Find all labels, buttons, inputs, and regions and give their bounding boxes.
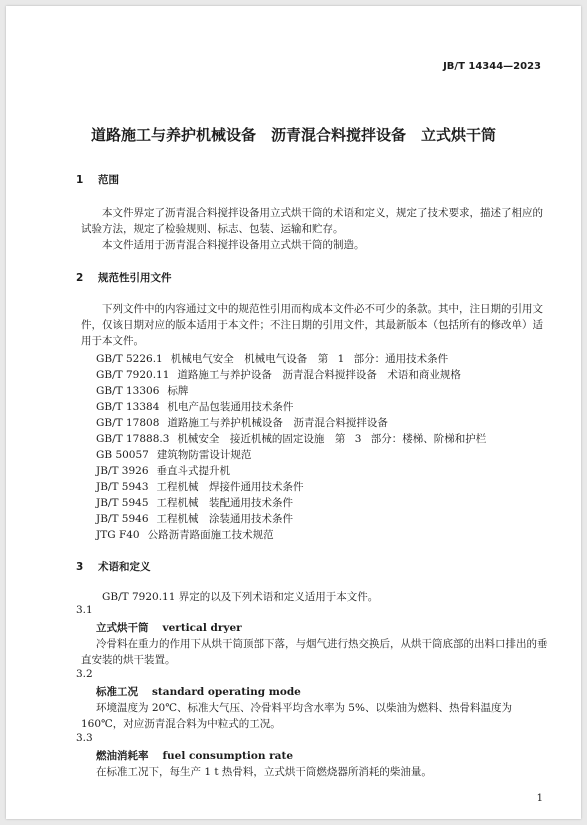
reference-item [96,511,293,526]
standard-number: JB/T 14344—2023 [443,61,541,72]
paragraph: GB/T 7920.11 界定的以及下列术语和定义适用于本文件。 [102,591,379,603]
term-zh: 标准工况 [96,686,138,698]
document-page [6,6,581,819]
section-heading-normative-references [76,270,172,285]
reference-item [96,367,461,382]
term-definition: 在标准工况下，每生产 1 t 热骨料，立式烘干筒燃烧器所消耗的柴油量。 [96,766,432,778]
reference-code: GB/T 7920.11 [96,369,170,381]
reference-item [96,527,274,542]
reference-code: JB/T 5945 [96,497,149,509]
section-heading-scope [76,172,119,187]
section-number: 3 [76,561,84,573]
reference-item [96,447,251,462]
reference-title: 工程机械 涂装通用技术条件 [156,513,294,525]
section-number: 1 [76,174,84,186]
term-en: vertical dryer [162,622,242,634]
reference-item [96,495,293,510]
reference-code: JB/T 5943 [96,481,149,493]
reference-title: 道路施工与养护机械设备 沥青混合料搅拌设备 [167,417,388,429]
paragraph: 本文件界定了沥青混合料搅拌设备用立式烘干筒的术语和定义，规定了技术要求，描述了相应的试验方法，规定了检验规则、标志、包装、运输和贮存。 [81,207,543,235]
reference-code: GB/T 17888.3 [96,433,170,445]
reference-item [96,351,448,366]
reference-item [96,399,293,414]
reference-code: GB/T 17808 [96,417,160,429]
reference-code: JB/T 3926 [96,465,149,477]
clause-number: 3.1 [76,604,93,616]
reference-item [96,415,388,430]
term-heading [96,684,301,699]
reference-title: 垂直斗式提升机 [156,465,231,477]
clause-number: 3.3 [76,732,93,744]
page-number: 1 [536,793,543,804]
term-zh: 立式烘干筒 [96,622,149,634]
reference-code: JB/T 5946 [96,513,149,525]
reference-title: 机械电气安全 机械电气设备 第 1 部分：通用技术条件 [170,353,449,365]
reference-title: 工程机械 焊接件通用技术条件 [156,481,304,493]
paragraph: 本文件适用于沥青混合料搅拌设备用立式烘干筒的制造。 [102,239,365,251]
reference-item [96,383,188,398]
reference-title: 公路沥青路面施工技术规范 [147,529,274,541]
reference-code: GB 50057 [96,449,149,461]
reference-title: 建筑物防雷设计规范 [156,449,252,461]
reference-item [96,479,304,494]
reference-code: GB/T 13306 [96,385,160,397]
section-title: 规范性引用文件 [98,272,172,284]
section-heading-terms [76,559,151,574]
reference-code: GB/T 5226.1 [96,353,163,365]
reference-code: GB/T 13384 [96,401,160,413]
term-definition: 环境温度为 20℃、标准大气压、冷骨料平均含水率为 5%、以柴油为燃料、热骨料温度为 160℃，对应沥青混合料为中粒式的工况。 [81,702,512,730]
reference-title: 道路施工与养护设备 沥青混合料搅拌设备 术语和商业规格 [177,369,461,381]
reference-code: JTG F40 [96,529,140,541]
section-title: 范围 [98,174,119,186]
section-number: 2 [76,272,84,284]
reference-title: 机电产品包装通用技术条件 [167,401,294,413]
document-title: 道路施工与养护机械设备 沥青混合料搅拌设备 立式烘干筒 [90,126,496,144]
reference-title: 标牌 [167,385,189,397]
term-heading [96,748,293,763]
term-definition: 冷骨料在重力的作用下从烘干筒顶部下落，与烟气进行热交换后，从烘干筒底部的出料口排出的垂直安装的烘干装置。 [81,638,548,666]
reference-item [96,431,486,446]
clause-number: 3.2 [76,668,93,680]
reference-title: 工程机械 装配通用技术条件 [156,497,294,509]
reference-title: 机械安全 接近机械的固定设施 第 3 部分：楼梯、阶梯和护栏 [177,433,487,445]
reference-item [96,463,230,478]
section-title: 术语和定义 [98,561,151,573]
paragraph: 下列文件中的内容通过文中的规范性引用而构成本文件必不可少的条款。其中，注日期的引用文件，仅该日期对应的版本适用于本文件；不注日期的引用文件，其最新版本（包括所有的修改单）适用于本文件。 [81,303,543,347]
term-heading [96,620,242,635]
term-zh: 燃油消耗率 [96,750,149,762]
term-en: standard operating mode [152,686,301,698]
term-en: fuel consumption rate [162,750,294,762]
